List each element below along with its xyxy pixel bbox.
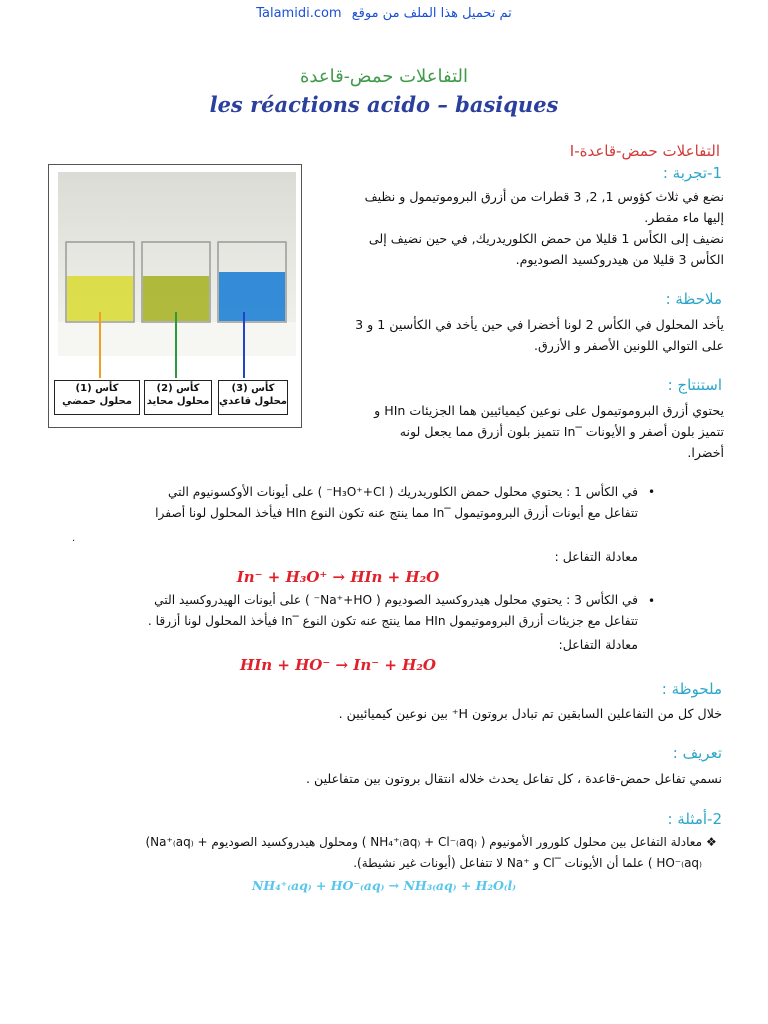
conclusion-line: أخضرا. bbox=[687, 445, 724, 460]
remark-text: خلال كل من التفاعلين السابقين تم تبادل بروتون H⁺ بين نوعين كيميائيين . bbox=[338, 706, 722, 721]
experiment-line: الكأس 3 قليلا من هيدروكسيد الصوديوم. bbox=[515, 252, 724, 267]
case-1-text bbox=[38, 482, 638, 524]
note-line: على التوالي اللونين الأصفر و الأزرق. bbox=[534, 338, 724, 353]
equation-1: In⁻ + H₃O⁺ → HIn + H₂O bbox=[236, 568, 440, 586]
conclusion-line: يحتوي أزرق البروموتيمول على نوعين كيميائيين هما الجزيئات HIn و bbox=[374, 403, 724, 418]
case-3-line: تتفاعل مع جزيئات أزرق البروموتيمول HIn مما ينتج عنه تكون النوع ‾In فيأخذ المحلول لونا أزرقا . bbox=[147, 614, 638, 628]
example-line: HO⁻₍aq₎ ) علما أن الأيونات ‾Cl و ⁺Na لا تتفاعل (أيونات غير نشيطة). bbox=[353, 856, 702, 870]
equation-2: HIn + HO⁻ → In⁻ + H₂O bbox=[240, 656, 436, 674]
beaker-1-caption: محلول حمضي bbox=[62, 396, 132, 407]
experiment-heading: 1-تجربة : bbox=[662, 164, 722, 182]
arrow-stems bbox=[58, 356, 296, 380]
experiment-text bbox=[304, 186, 724, 270]
example-line: معادلة التفاعل بين محلول كلورور الأمونيوم ( NH₄⁺₍aq₎ + Cl⁻₍aq₎ ) ومحلول هيدروكسيد الصوديوم + Na⁺₍aq₎) bbox=[145, 835, 702, 849]
case-3-text bbox=[28, 590, 638, 632]
reaction-label-1: معادلة التفاعل : bbox=[554, 549, 638, 564]
example-bullet-icon: ❖ bbox=[706, 835, 717, 849]
definition-heading: تعريف : bbox=[672, 744, 722, 762]
beaker-3-title: كأس (3) bbox=[231, 383, 275, 394]
beakers-illustration bbox=[58, 172, 296, 356]
beakers-photo bbox=[58, 172, 296, 356]
beaker-3-caption: محلول قاعدي bbox=[219, 396, 287, 407]
bullet-case-1: • bbox=[648, 485, 656, 499]
download-message: تم تحميل هذا الملف من موقع bbox=[351, 6, 512, 21]
note-text bbox=[304, 314, 724, 356]
case-1-dot: . bbox=[72, 533, 76, 544]
site-header bbox=[0, 6, 768, 21]
conclusion-line: تتميز بلون أصفر و الأيونات ‾In تتميز بلون أزرق مما يجعل لونه bbox=[399, 424, 724, 439]
example-text bbox=[22, 832, 702, 874]
title-arabic: التفاعلات حمض-قاعدة bbox=[299, 66, 469, 87]
case-3-line: في الكأس 3 : يحتوي محلول هيدروكسيد الصوديوم ( Na⁺+HO⁻ ) على أيونات الهيدروكسيد التي bbox=[154, 593, 638, 607]
definition-text: نسمي تفاعل حمض-قاعدة ، كل تفاعل يحدث خلاله انتقال بروتون بين متفاعلين . bbox=[306, 771, 722, 786]
case-1-line: تتفاعل مع أيونات أزرق البروموتيمول ‾In مما ينتج عنه تكون النوع HIn فيأخذ المحلول لونا أصفرا bbox=[155, 506, 638, 520]
remark-heading: ملحوظة : bbox=[661, 680, 722, 698]
section-1-heading: I-التفاعلات حمض-قاعدة bbox=[569, 142, 720, 160]
bullet-case-3: • bbox=[648, 594, 656, 608]
beaker-1-title: كأس (1) bbox=[75, 383, 119, 394]
note-heading: ملاحظة : bbox=[665, 290, 722, 308]
beaker-1-label bbox=[54, 380, 140, 415]
beaker-2-label bbox=[144, 380, 212, 415]
conclusion-text bbox=[304, 400, 724, 463]
experiment-line: إليها ماء مقطر. bbox=[644, 210, 724, 225]
case-1-line: في الكأس 1 : يحتوي محلول حمض الكلوريدريك ( H₃O⁺+Cl⁻ ) على أيونات الأوكسونيوم التي bbox=[167, 485, 638, 499]
beaker-2-title: كأس (2) bbox=[156, 383, 200, 394]
beaker-3-label bbox=[218, 380, 288, 415]
reaction-label-2: معادلة التفاعل: bbox=[558, 637, 638, 652]
beaker-2-caption: محلول محايد bbox=[146, 396, 210, 407]
example-equation: NH₄⁺₍aq₎ + HO⁻₍aq₎ → NH₃₍aq₎ + H₂O₍l₎ bbox=[251, 878, 517, 893]
experiment-line: نضع في ثلاث كؤوس 1, 2, 3 قطرات من أزرق البروموتيمول و نظيف bbox=[364, 189, 724, 204]
experiment-line: نضيف إلى الكأس 1 قليلا من حمض الكلوريدريك, في حين نضيف إلى bbox=[368, 231, 724, 246]
note-line: يأخد المحلول في الكأس 2 لونا أخضرا في حين يأخد في الكأسين 1 و 3 bbox=[355, 317, 724, 332]
site-link[interactable]: Talamidi.com bbox=[256, 6, 342, 21]
title-french: les réactions acido – basiques bbox=[209, 92, 559, 117]
examples-heading: 2-أمثلة : bbox=[667, 810, 722, 828]
conclusion-heading: استنتاج : bbox=[667, 376, 722, 394]
